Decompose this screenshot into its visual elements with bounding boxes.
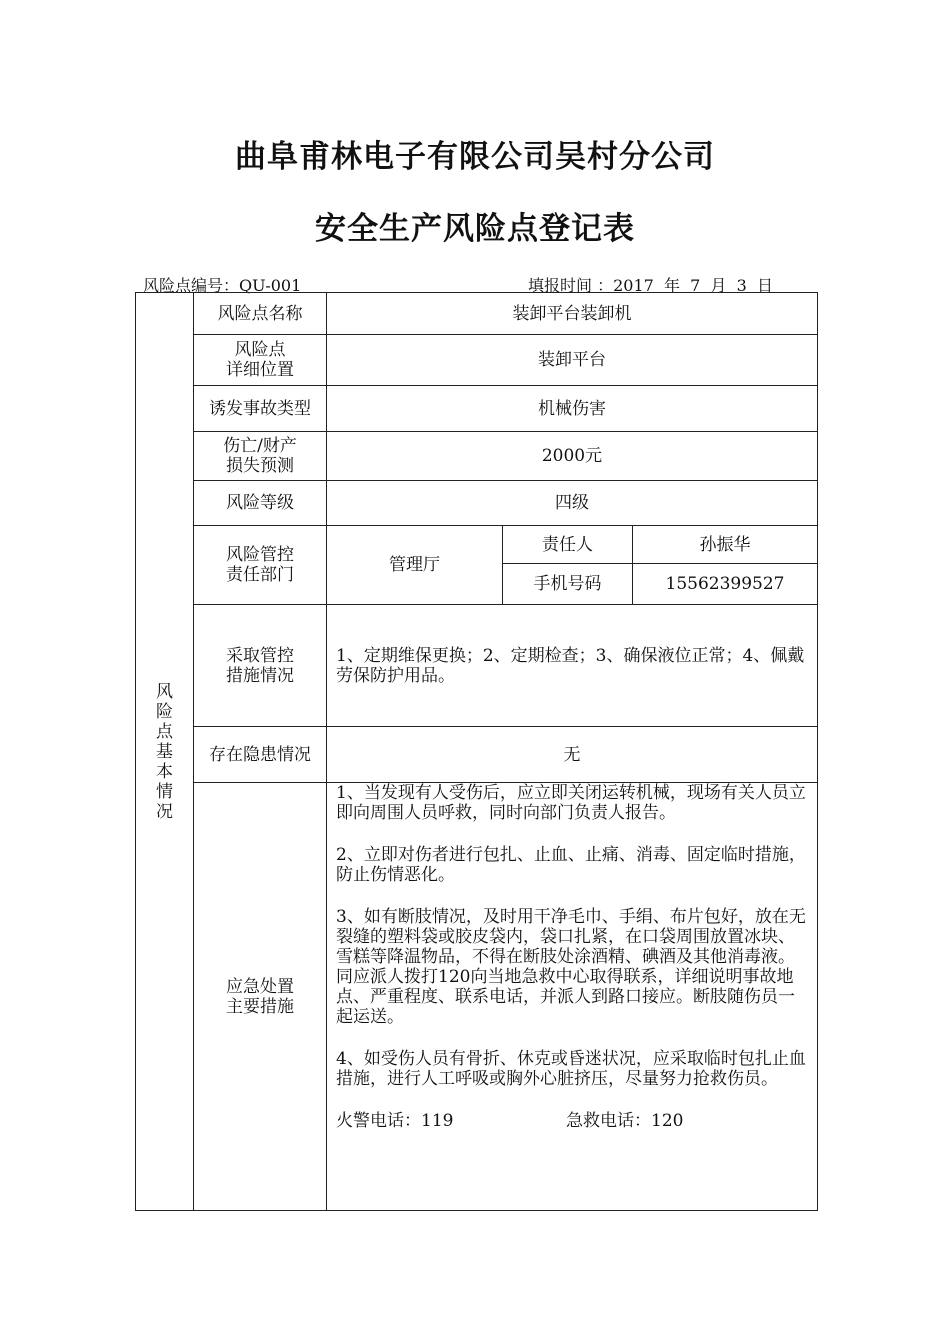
person-value: 孙振华 xyxy=(633,526,818,564)
row-emergency xyxy=(136,783,818,1211)
row-hazard xyxy=(136,727,818,783)
fire-phone: 火警电话：119 xyxy=(336,1111,454,1131)
loss-label: 伤亡/财产 损失预测 xyxy=(194,432,327,481)
loss-value: 2000元 xyxy=(327,432,818,481)
row-name xyxy=(136,293,818,335)
name-label: 风险点名称 xyxy=(194,293,327,335)
location-label: 风险点 详细位置 xyxy=(194,335,327,386)
accident-type-label: 诱发事故类型 xyxy=(194,386,327,432)
level-label: 风险等级 xyxy=(194,481,327,526)
emergency-measures xyxy=(327,783,818,1211)
form-title: 安全生产风险点登记表 xyxy=(315,211,635,247)
measures-value: 1、定期维保更换；2、定期检查；3、确保液位正常；4、佩戴劳保防护用品。 xyxy=(327,605,818,727)
row-level xyxy=(136,481,818,526)
row-loss xyxy=(136,432,818,481)
hazard-label: 存在隐患情况 xyxy=(194,727,327,783)
section-label: 风 险 点 基 本 情 况 xyxy=(136,293,194,1211)
phone-label: 手机号码 xyxy=(503,564,633,605)
emergency-item-1: 1、当发现有人受伤后，应立即关闭运转机械，现场有关人员立即向周围人员呼救，同时向部门负责人报告。 xyxy=(336,783,806,823)
name-value: 装卸平台装卸机 xyxy=(327,293,818,335)
emergency-label: 应急处置 主要措施 xyxy=(194,783,327,1211)
level-value: 四级 xyxy=(327,481,818,526)
risk-number: 风险点编号：QU-001 xyxy=(143,276,302,295)
fill-date: 填报时间 ：2017 年 7 月 3 日 xyxy=(528,276,774,295)
location-value: 装卸平台 xyxy=(327,335,818,386)
emergency-item-2: 2、立即对伤者进行包扎、止血、止痛、消毒、固定临时措施，防止伤情恶化。 xyxy=(336,845,806,885)
hazard-value: 无 xyxy=(327,727,818,783)
company-title: 曲阜甫林电子有限公司吴村分公司 xyxy=(235,139,715,175)
measures-label: 采取管控 措施情况 xyxy=(194,605,327,727)
ambulance-phone: 急救电话：120 xyxy=(566,1111,684,1131)
dept-label: 风险管控 责任部门 xyxy=(194,526,327,605)
phone-value: 15562399527 xyxy=(633,564,818,605)
row-location xyxy=(136,335,818,386)
emergency-phones xyxy=(336,1111,811,1131)
row-measures xyxy=(136,605,818,727)
emergency-item-3: 3、如有断肢情况，及时用干净毛巾、手绢、布片包好，放在无裂缝的塑料袋或胶皮袋内，袋口扎紧，在口袋周围放置冰块、雪糕等降温物品，不得在断肢处涂酒精、碘酒及其他消毒液。同应派人拨打120向当地急救中心取得联系，详细说明事故地点、严重程度、联系电话，并派人到路口接应。断肢随伤员一起运送。 xyxy=(336,907,806,1027)
person-label: 责任人 xyxy=(503,526,633,564)
accident-type-value: 机械伤害 xyxy=(327,386,818,432)
row-accident-type xyxy=(136,386,818,432)
risk-register-table xyxy=(135,292,818,1211)
dept-value: 管理厅 xyxy=(327,526,503,605)
emergency-item-4: 4、如受伤人员有骨折、休克或昏迷状况，应采取临时包扎止血措施，进行人工呼吸或胸外心脏挤压，尽量努力抢救伤员。 xyxy=(336,1049,806,1089)
row-dept xyxy=(136,526,818,564)
